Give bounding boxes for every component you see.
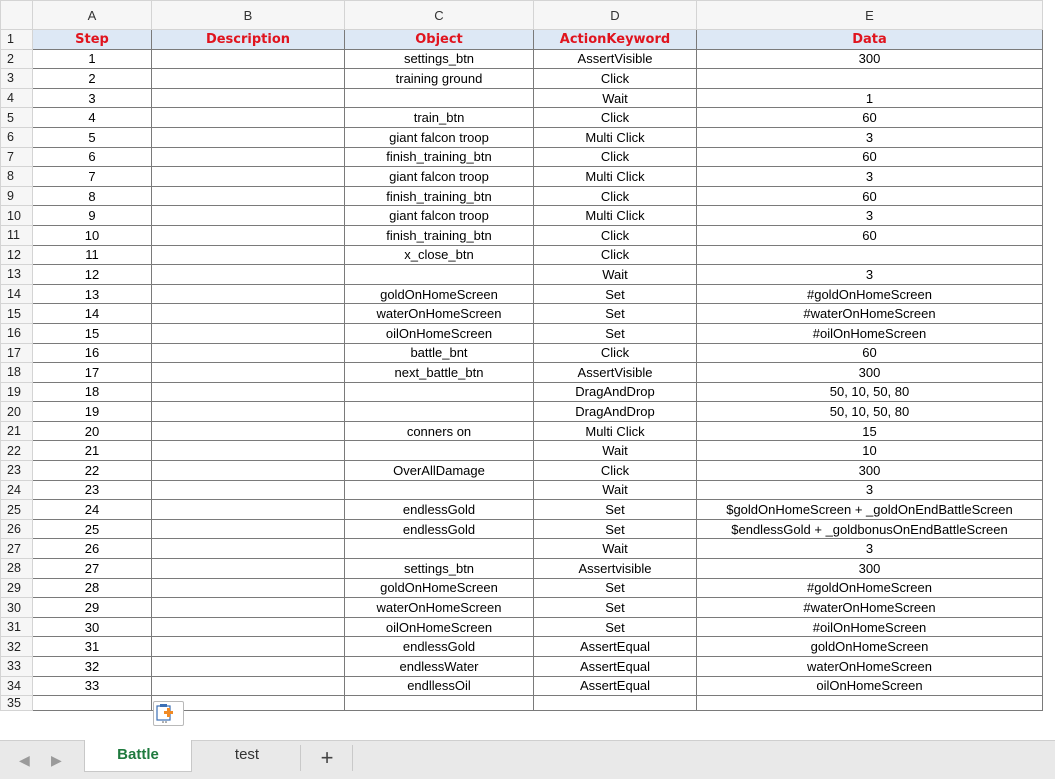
- cell-object[interactable]: waterOnHomeScreen: [345, 304, 534, 324]
- cell-step[interactable]: 22: [33, 461, 152, 481]
- cell-step[interactable]: 32: [33, 657, 152, 677]
- cell-data[interactable]: #oilOnHomeScreen: [697, 617, 1043, 637]
- cell-data[interactable]: $endlessGold + _goldbonusOnEndBattleScreen: [697, 519, 1043, 539]
- cell-action-keyword[interactable]: Set: [534, 304, 697, 324]
- cell-description[interactable]: [152, 225, 345, 245]
- cell-data[interactable]: 3: [697, 127, 1043, 147]
- table-row: [1, 559, 1043, 579]
- cell-step[interactable]: 13: [33, 284, 152, 304]
- row-header[interactable]: 22: [1, 441, 33, 461]
- row-header[interactable]: 11: [1, 225, 33, 245]
- row-header[interactable]: 25: [1, 500, 33, 520]
- table-row: [1, 245, 1043, 265]
- row-header[interactable]: 2: [1, 49, 33, 69]
- cell-object[interactable]: training ground: [345, 69, 534, 89]
- row-header[interactable]: 30: [1, 598, 33, 618]
- tab-test[interactable]: test: [234, 746, 260, 763]
- cell-data[interactable]: 60: [697, 186, 1043, 206]
- cell-action-keyword[interactable]: Click: [534, 461, 697, 481]
- cell-description[interactable]: [152, 539, 345, 559]
- cell-description[interactable]: [152, 500, 345, 520]
- table-row: [1, 186, 1043, 206]
- cell-description[interactable]: [152, 421, 345, 441]
- cell-object[interactable]: settings_btn: [345, 559, 534, 579]
- row-header[interactable]: 16: [1, 323, 33, 343]
- row-header[interactable]: 9: [1, 186, 33, 206]
- cell-object[interactable]: [345, 539, 534, 559]
- cell-action-keyword[interactable]: Set: [534, 323, 697, 343]
- table-row: [1, 88, 1043, 108]
- cell-description[interactable]: [152, 186, 345, 206]
- cell-step[interactable]: 26: [33, 539, 152, 559]
- cell-data[interactable]: #waterOnHomeScreen: [697, 304, 1043, 324]
- row-header[interactable]: 19: [1, 382, 33, 402]
- table-row: [1, 206, 1043, 226]
- cell-object[interactable]: giant falcon troop: [345, 206, 534, 226]
- cell-step[interactable]: 4: [33, 108, 152, 128]
- table-row: [1, 363, 1043, 383]
- cell-object[interactable]: endlessGold: [345, 519, 534, 539]
- table-row: [1, 500, 1043, 520]
- cell-step[interactable]: 19: [33, 402, 152, 422]
- column-header-e[interactable]: E: [697, 1, 1043, 30]
- cell-action-keyword[interactable]: AssertEqual: [534, 637, 697, 657]
- cell-action-keyword[interactable]: DragAndDrop: [534, 402, 697, 422]
- row-header[interactable]: 6: [1, 127, 33, 147]
- table-row: [1, 69, 1043, 89]
- table-row: [1, 441, 1043, 461]
- row-header[interactable]: 24: [1, 480, 33, 500]
- cell-description[interactable]: [152, 461, 345, 481]
- cell-description[interactable]: [152, 676, 345, 696]
- cell-description[interactable]: [152, 598, 345, 618]
- row-header[interactable]: 3: [1, 69, 33, 89]
- cell-data[interactable]: [697, 696, 1043, 711]
- cell-action-keyword[interactable]: Click: [534, 147, 697, 167]
- cell-data[interactable]: 50, 10, 50, 80: [697, 402, 1043, 422]
- cell-action-keyword[interactable]: Click: [534, 225, 697, 245]
- cell-action-keyword[interactable]: Click: [534, 69, 697, 89]
- cell-description[interactable]: [152, 657, 345, 677]
- header-cell-object[interactable]: Object: [345, 30, 534, 50]
- cell-object[interactable]: settings_btn: [345, 49, 534, 69]
- cell-action-keyword[interactable]: AssertEqual: [534, 676, 697, 696]
- cell-data[interactable]: 60: [697, 225, 1043, 245]
- table-row: [1, 304, 1043, 324]
- cell-action-keyword[interactable]: Multi Click: [534, 167, 697, 187]
- table-row: [1, 167, 1043, 187]
- table-row: [1, 323, 1043, 343]
- cell-description[interactable]: [152, 108, 345, 128]
- cell-action-keyword[interactable]: Multi Click: [534, 127, 697, 147]
- triangle-right-icon[interactable]: ▶: [51, 752, 62, 768]
- cell-step[interactable]: 29: [33, 598, 152, 618]
- cell-data[interactable]: #goldOnHomeScreen: [697, 284, 1043, 304]
- cell-step[interactable]: 28: [33, 578, 152, 598]
- cell-step[interactable]: 10: [33, 225, 152, 245]
- cell-data[interactable]: 3: [697, 265, 1043, 285]
- cell-data[interactable]: 50, 10, 50, 80: [697, 382, 1043, 402]
- cell-object[interactable]: next_battle_btn: [345, 363, 534, 383]
- cell-description[interactable]: [152, 578, 345, 598]
- triangle-left-icon[interactable]: ◀: [19, 752, 30, 768]
- cell-object[interactable]: x_close_btn: [345, 245, 534, 265]
- row-header[interactable]: 21: [1, 421, 33, 441]
- cell-data[interactable]: 60: [697, 147, 1043, 167]
- row-header[interactable]: 29: [1, 578, 33, 598]
- cell-step[interactable]: [33, 696, 152, 711]
- cell-step[interactable]: 14: [33, 304, 152, 324]
- cell-data[interactable]: waterOnHomeScreen: [697, 657, 1043, 677]
- cell-action-keyword[interactable]: Wait: [534, 441, 697, 461]
- cell-step[interactable]: 20: [33, 421, 152, 441]
- cell-step[interactable]: 17: [33, 363, 152, 383]
- table-row: [1, 657, 1043, 677]
- cell-action-keyword[interactable]: Multi Click: [534, 421, 697, 441]
- table-row: [1, 127, 1043, 147]
- cell-object[interactable]: giant falcon troop: [345, 167, 534, 187]
- cell-description[interactable]: [152, 245, 345, 265]
- cell-action-keyword[interactable]: Wait: [534, 88, 697, 108]
- cell-step[interactable]: 1: [33, 49, 152, 69]
- cell-object[interactable]: endlessGold: [345, 637, 534, 657]
- select-all-corner[interactable]: [1, 1, 33, 30]
- cell-object[interactable]: endlessGold: [345, 500, 534, 520]
- cell-step[interactable]: 27: [33, 559, 152, 579]
- cell-action-keyword[interactable]: AssertEqual: [534, 657, 697, 677]
- table-row: [1, 519, 1043, 539]
- cell-data[interactable]: 15: [697, 421, 1043, 441]
- cell-description[interactable]: [152, 559, 345, 579]
- cell-step[interactable]: 11: [33, 245, 152, 265]
- cell-action-keyword[interactable]: Click: [534, 108, 697, 128]
- row-header[interactable]: 8: [1, 167, 33, 187]
- row-header[interactable]: 4: [1, 88, 33, 108]
- cell-action-keyword[interactable]: Assertvisible: [534, 559, 697, 579]
- cell-object[interactable]: goldOnHomeScreen: [345, 284, 534, 304]
- row-header[interactable]: 7: [1, 147, 33, 167]
- cell-description[interactable]: [152, 127, 345, 147]
- cell-action-keyword[interactable]: Wait: [534, 539, 697, 559]
- cell-object[interactable]: waterOnHomeScreen: [345, 598, 534, 618]
- cell-data[interactable]: 3: [697, 539, 1043, 559]
- cell-description[interactable]: [152, 617, 345, 637]
- cell-object[interactable]: [345, 441, 534, 461]
- cell-object[interactable]: endlessWater: [345, 657, 534, 677]
- cell-data[interactable]: [697, 69, 1043, 89]
- cell-object[interactable]: finish_training_btn: [345, 147, 534, 167]
- table-row: [1, 225, 1043, 245]
- table-row: [1, 265, 1043, 285]
- cell-step[interactable]: 16: [33, 343, 152, 363]
- cell-step[interactable]: 12: [33, 265, 152, 285]
- cell-step[interactable]: 25: [33, 519, 152, 539]
- table-row: [1, 49, 1043, 69]
- cell-description[interactable]: [152, 637, 345, 657]
- cell-object[interactable]: [345, 402, 534, 422]
- header-cell-description[interactable]: Description: [152, 30, 345, 50]
- row-header[interactable]: 14: [1, 284, 33, 304]
- cell-data[interactable]: 3: [697, 167, 1043, 187]
- cell-step[interactable]: 21: [33, 441, 152, 461]
- cell-data[interactable]: 60: [697, 343, 1043, 363]
- tab-battle[interactable]: Battle: [84, 740, 192, 772]
- table-row: [1, 676, 1043, 696]
- sheet-tab-bar: [0, 740, 1055, 779]
- tab-divider: [352, 745, 353, 771]
- cell-data[interactable]: 3: [697, 206, 1043, 226]
- cell-data[interactable]: 3: [697, 480, 1043, 500]
- row-header[interactable]: 5: [1, 108, 33, 128]
- cell-action-keyword[interactable]: Click: [534, 245, 697, 265]
- cell-object[interactable]: giant falcon troop: [345, 127, 534, 147]
- cell-step[interactable]: 30: [33, 617, 152, 637]
- table-row: [1, 598, 1043, 618]
- cell-action-keyword[interactable]: [534, 696, 697, 711]
- cell-action-keyword[interactable]: DragAndDrop: [534, 382, 697, 402]
- cell-description[interactable]: [152, 363, 345, 383]
- table-row: [1, 637, 1043, 657]
- cell-action-keyword[interactable]: Set: [534, 578, 697, 598]
- table-row: [1, 147, 1043, 167]
- cell-action-keyword[interactable]: Wait: [534, 265, 697, 285]
- cell-data[interactable]: [697, 245, 1043, 265]
- cell-description[interactable]: [152, 167, 345, 187]
- cell-description[interactable]: [152, 49, 345, 69]
- row-header[interactable]: 32: [1, 637, 33, 657]
- cell-data[interactable]: goldOnHomeScreen: [697, 637, 1043, 657]
- cell-step[interactable]: 7: [33, 167, 152, 187]
- table-row: [1, 284, 1043, 304]
- cell-description[interactable]: [152, 343, 345, 363]
- cell-object[interactable]: [345, 265, 534, 285]
- cell-description[interactable]: [152, 265, 345, 285]
- cell-action-keyword[interactable]: Click: [534, 343, 697, 363]
- cell-data[interactable]: $goldOnHomeScreen + _goldOnEndBattleScreen: [697, 500, 1043, 520]
- cell-step[interactable]: 9: [33, 206, 152, 226]
- cell-description[interactable]: [152, 323, 345, 343]
- cell-object[interactable]: [345, 696, 534, 711]
- table-row: [1, 382, 1043, 402]
- cell-data[interactable]: 300: [697, 461, 1043, 481]
- header-cell-step[interactable]: Step: [33, 30, 152, 50]
- row-header[interactable]: 26: [1, 519, 33, 539]
- column-header-c[interactable]: C: [345, 1, 534, 30]
- table-row: [1, 402, 1043, 422]
- cell-action-keyword[interactable]: AssertVisible: [534, 49, 697, 69]
- cell-action-keyword[interactable]: Set: [534, 519, 697, 539]
- cell-object[interactable]: [345, 88, 534, 108]
- column-header-a[interactable]: A: [33, 1, 152, 30]
- cell-object[interactable]: endllessOil: [345, 676, 534, 696]
- cell-step[interactable]: 15: [33, 323, 152, 343]
- cell-step[interactable]: 23: [33, 480, 152, 500]
- cell-action-keyword[interactable]: Multi Click: [534, 206, 697, 226]
- paste-options-button[interactable]: [153, 701, 184, 726]
- cell-description[interactable]: [152, 402, 345, 422]
- table-row: [1, 108, 1043, 128]
- cell-description[interactable]: [152, 88, 345, 108]
- table-row: [1, 539, 1043, 559]
- cell-step[interactable]: 33: [33, 676, 152, 696]
- column-header-d[interactable]: D: [534, 1, 697, 30]
- row-header[interactable]: 18: [1, 363, 33, 383]
- cell-object[interactable]: train_btn: [345, 108, 534, 128]
- cell-object[interactable]: finish_training_btn: [345, 225, 534, 245]
- row-header[interactable]: 23: [1, 461, 33, 481]
- cell-step[interactable]: 3: [33, 88, 152, 108]
- row-header[interactable]: 35: [1, 696, 33, 711]
- cell-object[interactable]: [345, 382, 534, 402]
- cell-data[interactable]: 10: [697, 441, 1043, 461]
- cell-step[interactable]: 2: [33, 69, 152, 89]
- table-row: [1, 461, 1043, 481]
- row-header[interactable]: 12: [1, 245, 33, 265]
- cell-description[interactable]: [152, 147, 345, 167]
- cell-data[interactable]: 300: [697, 363, 1043, 383]
- cell-object[interactable]: finish_training_btn: [345, 186, 534, 206]
- cell-data[interactable]: 300: [697, 559, 1043, 579]
- cell-step[interactable]: 31: [33, 637, 152, 657]
- cell-action-keyword[interactable]: AssertVisible: [534, 363, 697, 383]
- cell-object[interactable]: oilOnHomeScreen: [345, 323, 534, 343]
- cell-step[interactable]: 6: [33, 147, 152, 167]
- row-header[interactable]: 1: [1, 30, 33, 50]
- cell-step[interactable]: 18: [33, 382, 152, 402]
- row-header[interactable]: 13: [1, 265, 33, 285]
- cell-action-keyword[interactable]: Click: [534, 186, 697, 206]
- cell-action-keyword[interactable]: Wait: [534, 480, 697, 500]
- cell-object[interactable]: goldOnHomeScreen: [345, 578, 534, 598]
- cell-object[interactable]: oilOnHomeScreen: [345, 617, 534, 637]
- cell-description[interactable]: [152, 206, 345, 226]
- cell-description[interactable]: [152, 382, 345, 402]
- cell-description[interactable]: [152, 519, 345, 539]
- cell-description[interactable]: [152, 441, 345, 461]
- row-header[interactable]: 10: [1, 206, 33, 226]
- cell-object[interactable]: conners on: [345, 421, 534, 441]
- cell-data[interactable]: #goldOnHomeScreen: [697, 578, 1043, 598]
- column-header-b[interactable]: B: [152, 1, 345, 30]
- table-row: [1, 421, 1043, 441]
- table-row: [1, 480, 1043, 500]
- cell-description[interactable]: [152, 284, 345, 304]
- row-header[interactable]: 28: [1, 559, 33, 579]
- header-cell-data[interactable]: Data: [697, 30, 1043, 50]
- row-header[interactable]: 27: [1, 539, 33, 559]
- row-header[interactable]: 33: [1, 657, 33, 677]
- cell-description[interactable]: [152, 69, 345, 89]
- cell-description[interactable]: [152, 304, 345, 324]
- cell-step[interactable]: 24: [33, 500, 152, 520]
- cell-data[interactable]: #oilOnHomeScreen: [697, 323, 1043, 343]
- plus-icon: +: [320, 745, 334, 770]
- cell-description[interactable]: [152, 480, 345, 500]
- paste-options-icon: [154, 702, 183, 725]
- cell-data[interactable]: oilOnHomeScreen: [697, 676, 1043, 696]
- table-row: [1, 578, 1043, 598]
- row-header[interactable]: 34: [1, 676, 33, 696]
- cell-step[interactable]: 8: [33, 186, 152, 206]
- row-header[interactable]: 17: [1, 343, 33, 363]
- table-row: [1, 343, 1043, 363]
- cell-object[interactable]: battle_bnt: [345, 343, 534, 363]
- cell-data[interactable]: 300: [697, 49, 1043, 69]
- cell-object[interactable]: OverAllDamage: [345, 461, 534, 481]
- cell-step[interactable]: 5: [33, 127, 152, 147]
- cell-action-keyword[interactable]: Set: [534, 284, 697, 304]
- cell-action-keyword[interactable]: Set: [534, 500, 697, 520]
- cell-data[interactable]: #waterOnHomeScreen: [697, 598, 1043, 618]
- header-cell-action-keyword[interactable]: ActionKeyword: [534, 30, 697, 50]
- cell-data[interactable]: 1: [697, 88, 1043, 108]
- table-row: [1, 617, 1043, 637]
- cell-object[interactable]: [345, 480, 534, 500]
- row-header[interactable]: 15: [1, 304, 33, 324]
- cell-action-keyword[interactable]: Set: [534, 598, 697, 618]
- row-header[interactable]: 20: [1, 402, 33, 422]
- cell-action-keyword[interactable]: Set: [534, 617, 697, 637]
- tab-divider: [300, 745, 301, 771]
- row-header[interactable]: 31: [1, 617, 33, 637]
- cell-data[interactable]: 60: [697, 108, 1043, 128]
- add-sheet-button[interactable]: [308, 744, 346, 772]
